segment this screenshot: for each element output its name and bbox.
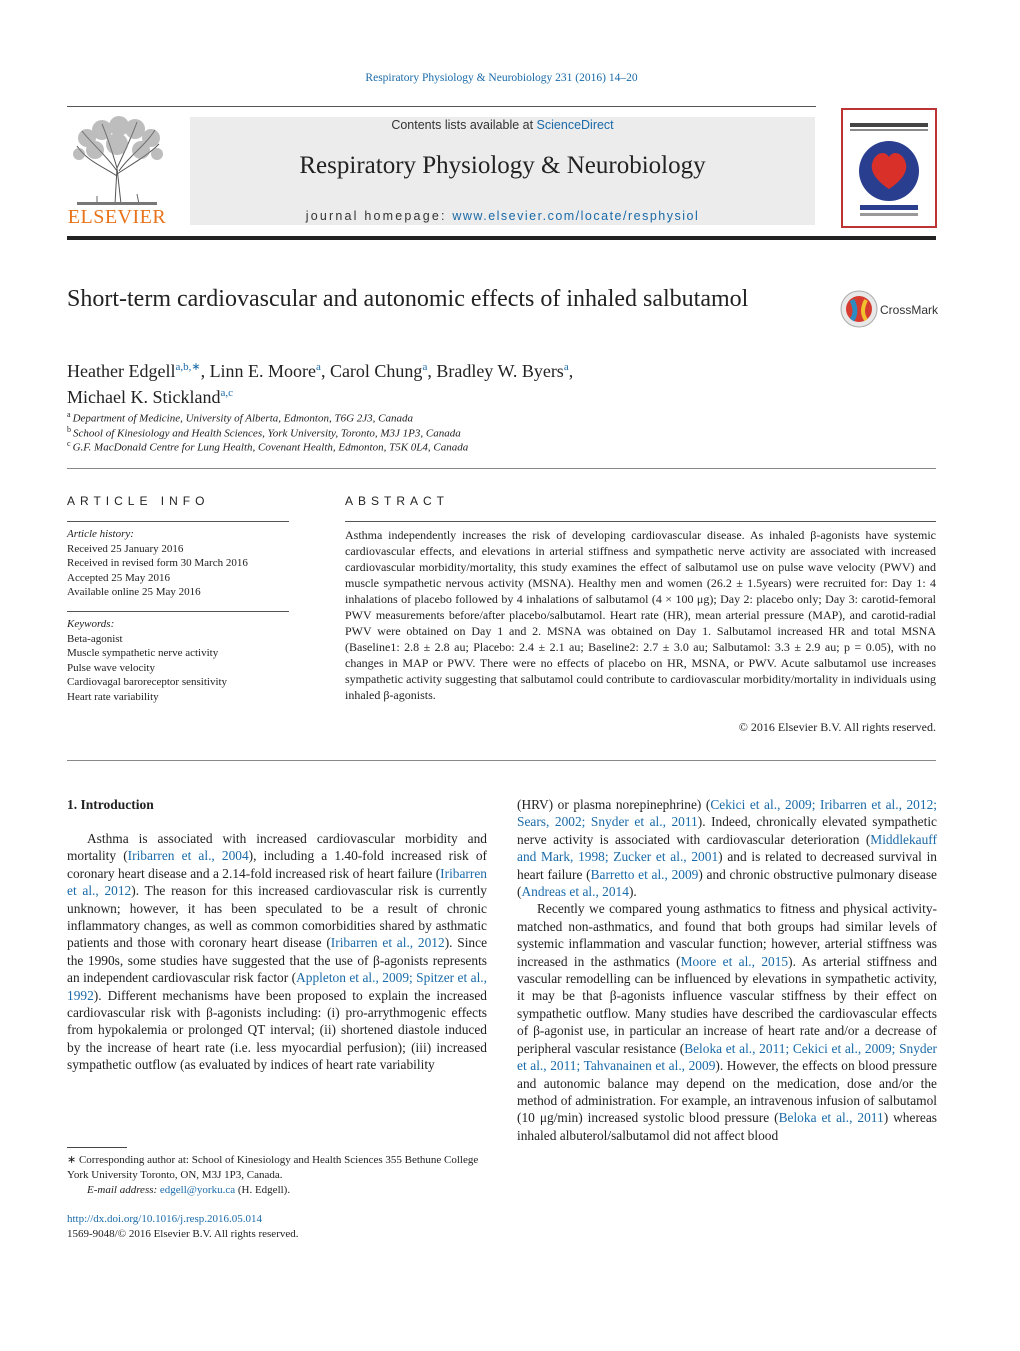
paragraph-text: ). However, the effects on blood pressure and autonomic balance may depend on the medication, dose and/or the method of administration. For example, an intravenous infusion of salbutamol (10 μg/min) increased systolic blood pressure ( [517, 1058, 938, 1126]
article-info-heading: ARTICLE INFO [67, 494, 210, 508]
keywords-rule [67, 611, 289, 612]
article-title: Short-term cardiovascular and autonomic effects of inhaled salbutamol [67, 286, 749, 312]
abstract-bottom-rule [67, 760, 936, 761]
crossmark-badge[interactable] [840, 290, 940, 330]
affiliation-text: School of Kinesiology and Health Sciences, York University, Toronto, M3J 1P3, Canada [73, 427, 461, 440]
citation-link[interactable]: Cekici et al., 2009; Iribarren et al., 2012; Sears, 2002; Snyder et al., 2011 [517, 797, 937, 830]
affiliation-text: G.F. MacDonald Centre for Lung Health, Covenant Health, Edmonton, T5K 0L4, Canada [72, 441, 469, 454]
paragraph-text: Asthma is associated with increased cardiovascular morbidity and mortality ( [67, 831, 487, 864]
header-thick-rule [67, 236, 936, 240]
paragraph-text: ) and chronic obstructive pulmonary disease ( [517, 866, 937, 900]
intro-paragraph [67, 830, 487, 1074]
author-name: Michael K. Stickland [67, 387, 221, 407]
keyword: Heart rate variability [67, 690, 159, 703]
author-name: Bradley W. Byers [436, 361, 564, 381]
corresponding-author-footnote [67, 1153, 489, 1198]
author-name: Linn E. Moore [209, 361, 317, 381]
doi-block [67, 1212, 299, 1242]
sciencedirect-link[interactable]: ScienceDirect [536, 118, 614, 132]
author-affiliation-marker[interactable]: a [422, 361, 428, 373]
paragraph-text: Recently we compared young asthmatics to fitness and physical activity-matched non-asthmatics, and found that both groups had similar levels of systemic inflammation and vascular function; however, arterial stiffness was increased in the asthmatics ( [517, 901, 937, 969]
header-rule [67, 106, 816, 107]
homepage-prefix: journal homepage: [305, 209, 453, 223]
email-link[interactable]: edgell@yorku.ca [159, 1184, 236, 1196]
author-affiliation-marker[interactable]: a,c [220, 387, 233, 399]
abstract-rule [345, 521, 936, 522]
right-column [517, 796, 937, 1144]
citation-link[interactable]: Beloka et al., 2011 [778, 1110, 884, 1126]
keyword: Beta-agonist [67, 632, 123, 645]
elsevier-wordmark: ELSEVIER [67, 206, 167, 228]
affiliation-marker: c [67, 439, 73, 448]
paragraph-text: ). [628, 884, 637, 900]
author-separator: , [200, 361, 210, 381]
journal-title: Respiratory Physiology & Neurobiology [299, 152, 706, 179]
paragraph-text: ) whereas inhaled albuterol/salbutamol did not affect blood [517, 1110, 938, 1143]
crossmark-label: CrossMark [880, 303, 939, 317]
article-history [67, 527, 297, 600]
history-line: Received in revised form 30 March 2016 [67, 557, 248, 569]
paragraph-text: ) and is related to decreased survival in heart failure ( [517, 849, 937, 882]
author-separator: , [320, 361, 330, 381]
journal-citation[interactable]: Respiratory Physiology & Neurobiology 231 (2016) 14–20 [365, 72, 638, 84]
affiliation-marker: b [67, 424, 73, 434]
paragraph-text: (HRV) or plasma norepinephrine) ( [517, 797, 711, 812]
history-label: Article history: [67, 528, 134, 540]
abstract-copyright: © 2016 Elsevier B.V. All rights reserved. [738, 720, 936, 734]
homepage-link[interactable]: www.elsevier.com/locate/resphysiol [452, 209, 700, 223]
author-name: Heather Edgell [67, 361, 176, 381]
affiliation [67, 439, 767, 454]
paragraph-text: ). The reason for this increased cardiovascular risk is currently unknown; however, it has been speculated to be a result of chronic inflammatory changes, as well as common comorbidities shared by asthmatic patients and those with coronary heart disease ( [67, 883, 487, 951]
keyword: Pulse wave velocity [67, 661, 155, 674]
keywords [67, 617, 297, 704]
citation-link[interactable]: Iribarren et al., 2012 [330, 935, 445, 951]
intro-paragraph [517, 900, 937, 1144]
crossmark-icon [840, 290, 878, 328]
citation-link[interactable]: Appleton et al., 2009; Spitzer et al., 1992 [67, 970, 488, 1003]
citation-link[interactable]: Iribarren et al., 2004 [127, 848, 249, 864]
history-line: Accepted 25 May 2016 [67, 571, 170, 584]
author-affiliation-marker[interactable]: a [316, 361, 321, 373]
affiliation-marker: a [67, 410, 73, 419]
paragraph-text: ). As arterial stiffness and vascular remodelling can be influenced by elevations in sympathetic activity, it may be that β-agonists influence vascular stiffness by their effect on sympathetic outflow. Many studies have described the cardiovascular effects of β-agonist use, in particular an increase of heart rate and/or a decrease of peripheral vascular resistance ( [517, 953, 937, 1056]
abstract-heading: ABSTRACT [345, 494, 450, 508]
history-line: Available online 25 May 2016 [67, 586, 201, 598]
affiliation-text: Department of Medicine, University of Alberta, Edmonton, T6G 2J3, Canada [72, 412, 414, 425]
issn-line: 1569-9048/© 2016 Elsevier B.V. All rights reserved. [67, 1228, 299, 1240]
keywords-label: Keywords: [67, 618, 115, 630]
author-separator: , [568, 361, 574, 381]
author-separator: , [427, 361, 437, 381]
contents-line [190, 118, 815, 132]
left-column [67, 830, 487, 1074]
email-label: E-mail address: [87, 1184, 160, 1196]
intro-paragraph [517, 796, 937, 900]
affiliation [67, 425, 767, 440]
citation-link[interactable]: Beloka et al., 2011; Cekici et al., 2009; Snyder et al., 2011; Tahvanainen et al., 2009 [517, 1040, 937, 1074]
doi-link[interactable]: http://dx.doi.org/10.1016/j.resp.2016.05.014 [67, 1213, 263, 1225]
paragraph-text: ). Different mechanisms have been proposed to explain the increased cardiovascular risk with β-agonists including: (i) pro-arrythmogenic effects from hypokalemia or prolonged QT interval; (ii) shortened diastole induced by the increase of heart rate (i.e. less myocardial perfusion); (iii) increased sympathetic outflow (as evaluated by indices of heart rate variability [67, 987, 487, 1073]
affiliation [67, 410, 767, 425]
email-suffix: (H. Edgell). [235, 1184, 291, 1196]
corresponding-address: ∗ Corresponding author at: School of Kinesiology and Health Sciences 355 Bethune College York University Toronto, ON, M3J 1P3, Canada. [67, 1154, 479, 1181]
paragraph-text: ). Since the 1990s, some studies have suggested that the use of β-agonists represents an independent cardiovascular risk factor ( [67, 935, 488, 986]
citation-link[interactable]: Iribarren et al., 2012 [67, 865, 487, 899]
citation-link[interactable]: Middlekauff and Mark, 1998; Zucker et al., 2001 [517, 831, 937, 865]
citation-link[interactable]: Moore et al., 2015 [680, 953, 789, 969]
paragraph-text: ). Indeed, chronically elevated sympathetic nerve activity is associated with cardiovascular deterioration ( [517, 814, 937, 847]
history-line: Received 25 January 2016 [67, 542, 184, 555]
keyword: Cardiovagal baroreceptor sensitivity [67, 676, 228, 688]
citation-link[interactable]: Barretto et al., 2009 [590, 866, 699, 882]
email-line [67, 1183, 489, 1198]
footnote-rule [67, 1147, 127, 1148]
keyword: Muscle sympathetic nerve activity [67, 647, 219, 659]
author-name: Carol Chung [329, 361, 423, 381]
affil-rule [67, 468, 936, 469]
abstract-text: Asthma independently increases the risk of developing cardiovascular disease. As inhaled β-agonists have systemic cardiovascular effects, and elevations in arterial stiffness and sympathetic nerve activity are associated with increased cardiovascular morbidity/mortality, this study examines the effect of salbutamol use on pulse wave velocity (PWV) and muscle sympathetic nervous activity (MSNA). Healthy men and women (26.2 ± 1.5years) were recruited for: Day 1: 4 inhalations of placebo followed by 4 inhalations of salbutamol (4 × 100 μg); Day 2: placebo only; Day 3: carotid-femoral PWV measurements before/after placebo/salbutamol. Heart rate (HR), mean arterial pressure (MAP), and carotid-radial PWV were obtained on Day 1 and 2. MSNA was obtained on Day 1. Salbutamol increased HR and total MSNA (Baseline1: 2.8 ± 2.8 au; Placebo: 2.4 ± 2.1 au; Baseline2: 2.7 ± 3.0 au; Salbutamol: 3.3 ± 2.9 au; p = 0.05), with no changes in MAP or PWV. There were no effects of placebo on HR, MSNA, or PWV. Acute salbutamol use increases sympathetic activity suggesting that salbutamol could contribute to cardiovascular morbidity/mortality in individuals using inhaled β-agonists. [345, 528, 936, 702]
author-list [67, 356, 787, 408]
author-affiliation-marker[interactable]: a [563, 361, 569, 373]
journal-cover-thumbnail [841, 108, 937, 228]
article-info-rule [67, 521, 289, 522]
paragraph-text: ), including a 1.40-fold increased risk of coronary heart disease and a 2.14-fold increased risk of heart failure ( [67, 848, 487, 881]
section-heading-introduction: 1. Introduction [67, 797, 154, 812]
journal-homepage [190, 209, 815, 223]
contents-prefix: Contents lists available at [391, 118, 537, 132]
author-affiliation-marker[interactable]: a,b,∗ [175, 361, 201, 373]
citation-link[interactable]: Andreas et al., 2014 [521, 884, 629, 900]
